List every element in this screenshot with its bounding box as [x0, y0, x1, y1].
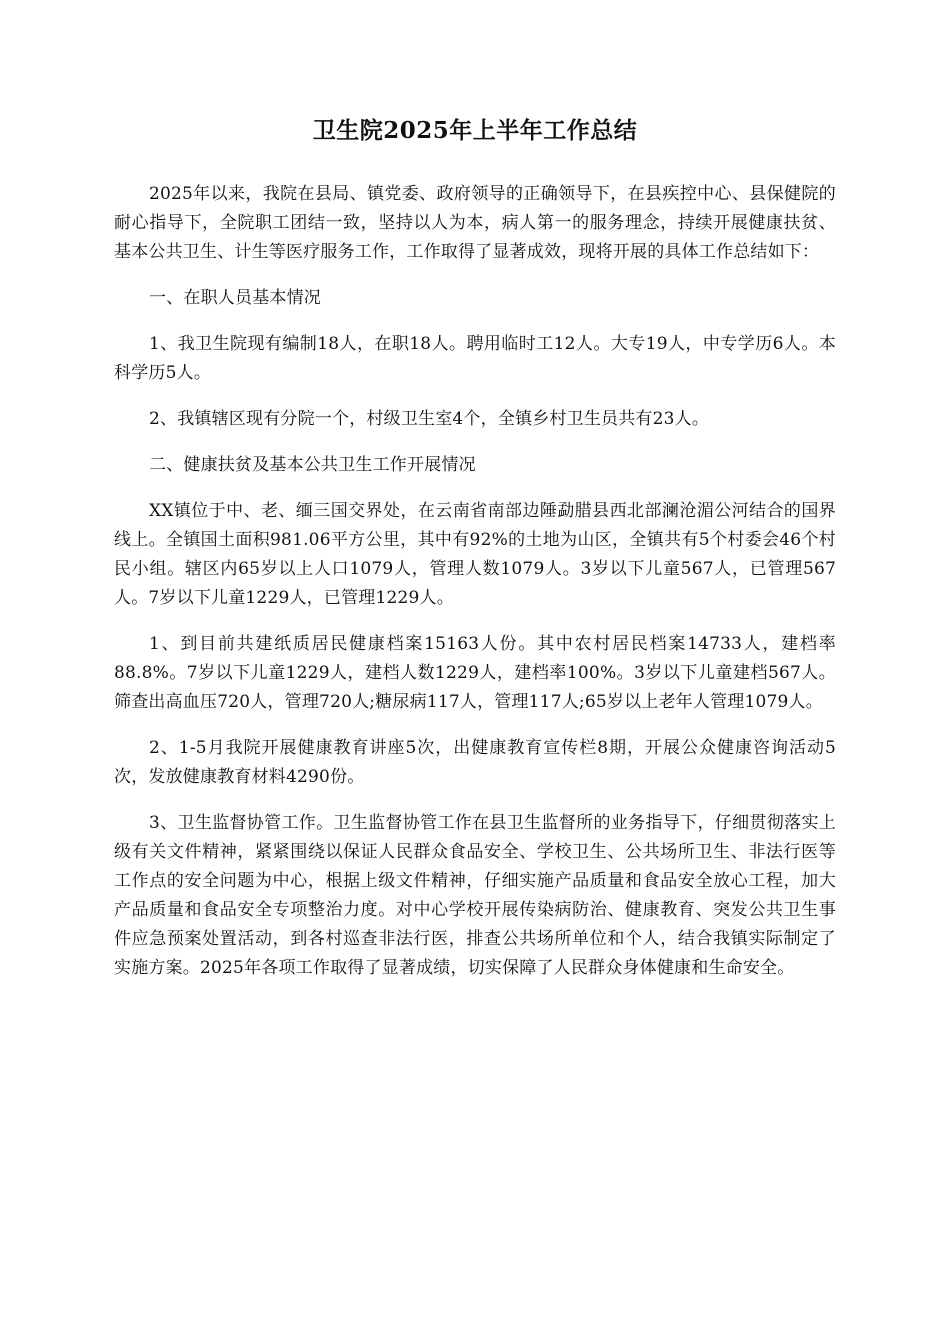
- health-supervision-paragraph: 3、卫生监督协管工作。卫生监督协管工作在县卫生监督所的业务指导下，仔细贯彻落实上级有关文件精神，紧紧围绕以保证人民群众食品安全、学校卫生、公共场所卫生、非法行医等工作点的安全问题为中心，根据上级文件精神，仔细实施产品质量和食品安全放心工程，加大产品质量和食品安全专项整治力度。对中心学校开展传染病防治、健康教育、突发公共卫生事件应急预案处置活动，到各村巡查非法行医，排查公共场所单位和个人，结合我镇实际制定了实施方案。2025年各项工作取得了显著成绩，切实保障了人民群众身体健康和生命安全。: [114, 813, 836, 978]
- staff-paragraph-1: 1、我卫生院现有编制18人，在职18人。聘用临时工12人。大专19人，中专学历6人。本科学历5人。: [114, 334, 836, 383]
- health-records-paragraph: 1、到目前共建纸质居民健康档案15163人份。其中农村居民档案14733人，建档率88.8%。7岁以下儿童1229人，建档人数1229人，建档率100%。3岁以下儿童建档567人。筛查出高血压720人，管理720人;糖尿病117人，管理117人;65岁以上老年人管理1079人。: [114, 634, 836, 712]
- staff-paragraph-2: 2、我镇辖区现有分院一个，村级卫生室4个，全镇乡村卫生员共有23人。: [149, 409, 710, 429]
- town-overview-paragraph: XX镇位于中、老、缅三国交界处，在云南省南部边陲勐腊县西北部澜沧湄公河结合的国界线上。全镇国土面积981.06平方公里，其中有92%的土地为山区，全镇共有5个村委会46个村民小组。辖区内65岁以上人口1079人，管理人数1079人。3岁以下儿童567人，已管理567人。7岁以下儿童1229人，已管理1229人。: [114, 501, 836, 608]
- section-heading-health: 二、健康扶贫及基本公共卫生工作开展情况: [149, 455, 476, 475]
- document-title: 卫生院2025年上半年工作总结: [312, 117, 638, 144]
- health-education-paragraph: 2、1-5月我院开展健康教育讲座5次，出健康教育宣传栏8期，开展公众健康咨询活动5次，发放健康教育材料4290份。: [114, 738, 836, 787]
- section-heading-staff: 一、在职人员基本情况: [149, 288, 321, 308]
- document-body: [114, 180, 836, 1000]
- intro-paragraph: 2025年以来，我院在县局、镇党委、政府领导的正确领导下，在县疾控中心、县保健院的耐心指导下，全院职工团结一致，坚持以人为本，病人第一的服务理念，持续开展健康扶贫、基本公共卫生、计生等医疗服务工作，工作取得了显著成效，现将开展的具体工作总结如下：: [114, 184, 836, 262]
